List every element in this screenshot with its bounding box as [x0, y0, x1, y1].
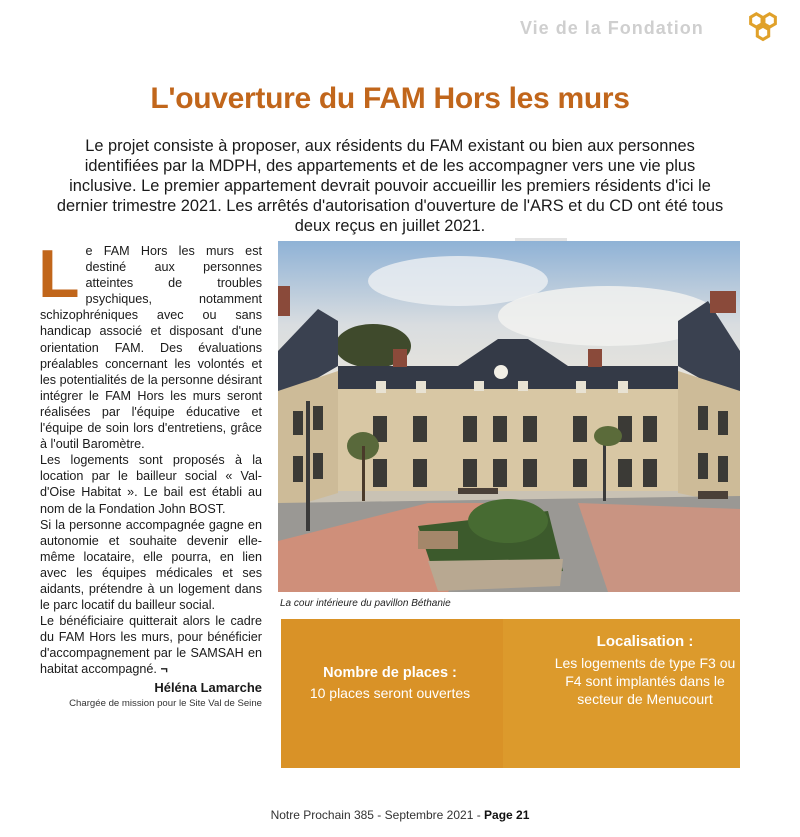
places-block: [300, 664, 480, 702]
article-intro: Le projet consiste à proposer, aux résidents du FAM existant ou bien aux personnes identifiées par la MDPH, des appartements et de les accompagner vers une vie plus inclusive. Le premier appartement devrait pouvoir accueillir les premiers résidents d'ici le dernier trimestre 2021. Les arrêtés d'autorisation d'ouverture de l'ARS et du CD ont été tous deux reçus en juillet 2021.: [56, 137, 724, 235]
body-paragraph-4: Le bénéficiaire quitterait alors le cadre du FAM Hors les murs, pour bénéficier d'accompagnement par le SAMSAH en habitat accompagné.: [40, 614, 262, 677]
courtyard-photo: [278, 241, 740, 592]
page-footer: [0, 808, 800, 822]
photo-caption: La cour intérieure du pavillon Béthanie: [280, 598, 451, 609]
places-heading: Nombre de places :: [323, 665, 457, 681]
location-heading: Localisation :: [596, 633, 694, 650]
body-paragraph-2: Les logements sont proposés à la location par le bailleur social « Val-d'Oise Habitat ». Le bail est établi au nom de la Fondation John BOST.: [40, 453, 262, 516]
body-paragraph-3: Si la personne accompagnée gagne en autonomie et souhaite devenir elle-même locataire, elle pourra, en lien avec les équipes médicales et ses aidants, prétendre à un logement dans le parc locatif du bailleur social.: [40, 517, 262, 613]
location-block: [552, 633, 738, 708]
end-mark: ¬: [160, 662, 168, 677]
body-paragraph-1: e FAM Hors les murs est destiné aux personnes atteintes de troubles psychiques, notamment schizophréniques avec ou sans handicap associé et disposant d'une orientation FAM. Des évaluations préalables concernant les volontés et les potentialités de la personne désirant intégrer le FAM Hors les murs seront réalisées par l'équipe éducative et l'équipe de soin lors d'entretiens, grâce à l'outil Baromètre.: [40, 244, 262, 452]
page-number: Page 21: [484, 808, 530, 822]
location-text: Les logements de type F3 ou F4 sont implantés dans le secteur de Menucourt: [554, 655, 736, 707]
places-text: 10 places seront ouvertes: [309, 685, 471, 701]
section-header: [520, 18, 740, 42]
author-role: Chargée de mission pour le Site Val de Seine: [69, 698, 262, 709]
author-name: Héléna Lamarche: [154, 680, 262, 695]
footer-text: Notre Prochain 385 - Septembre 2021 -: [270, 808, 485, 822]
courtyard-illustration: [278, 241, 740, 592]
article-body: [38, 236, 262, 678]
article-title: L'ouverture du FAM Hors les murs: [150, 82, 630, 115]
section-header-text: Vie de la Fondation: [520, 18, 704, 38]
drop-cap: L: [38, 236, 80, 312]
hexagon-logo-icon: [744, 10, 782, 48]
